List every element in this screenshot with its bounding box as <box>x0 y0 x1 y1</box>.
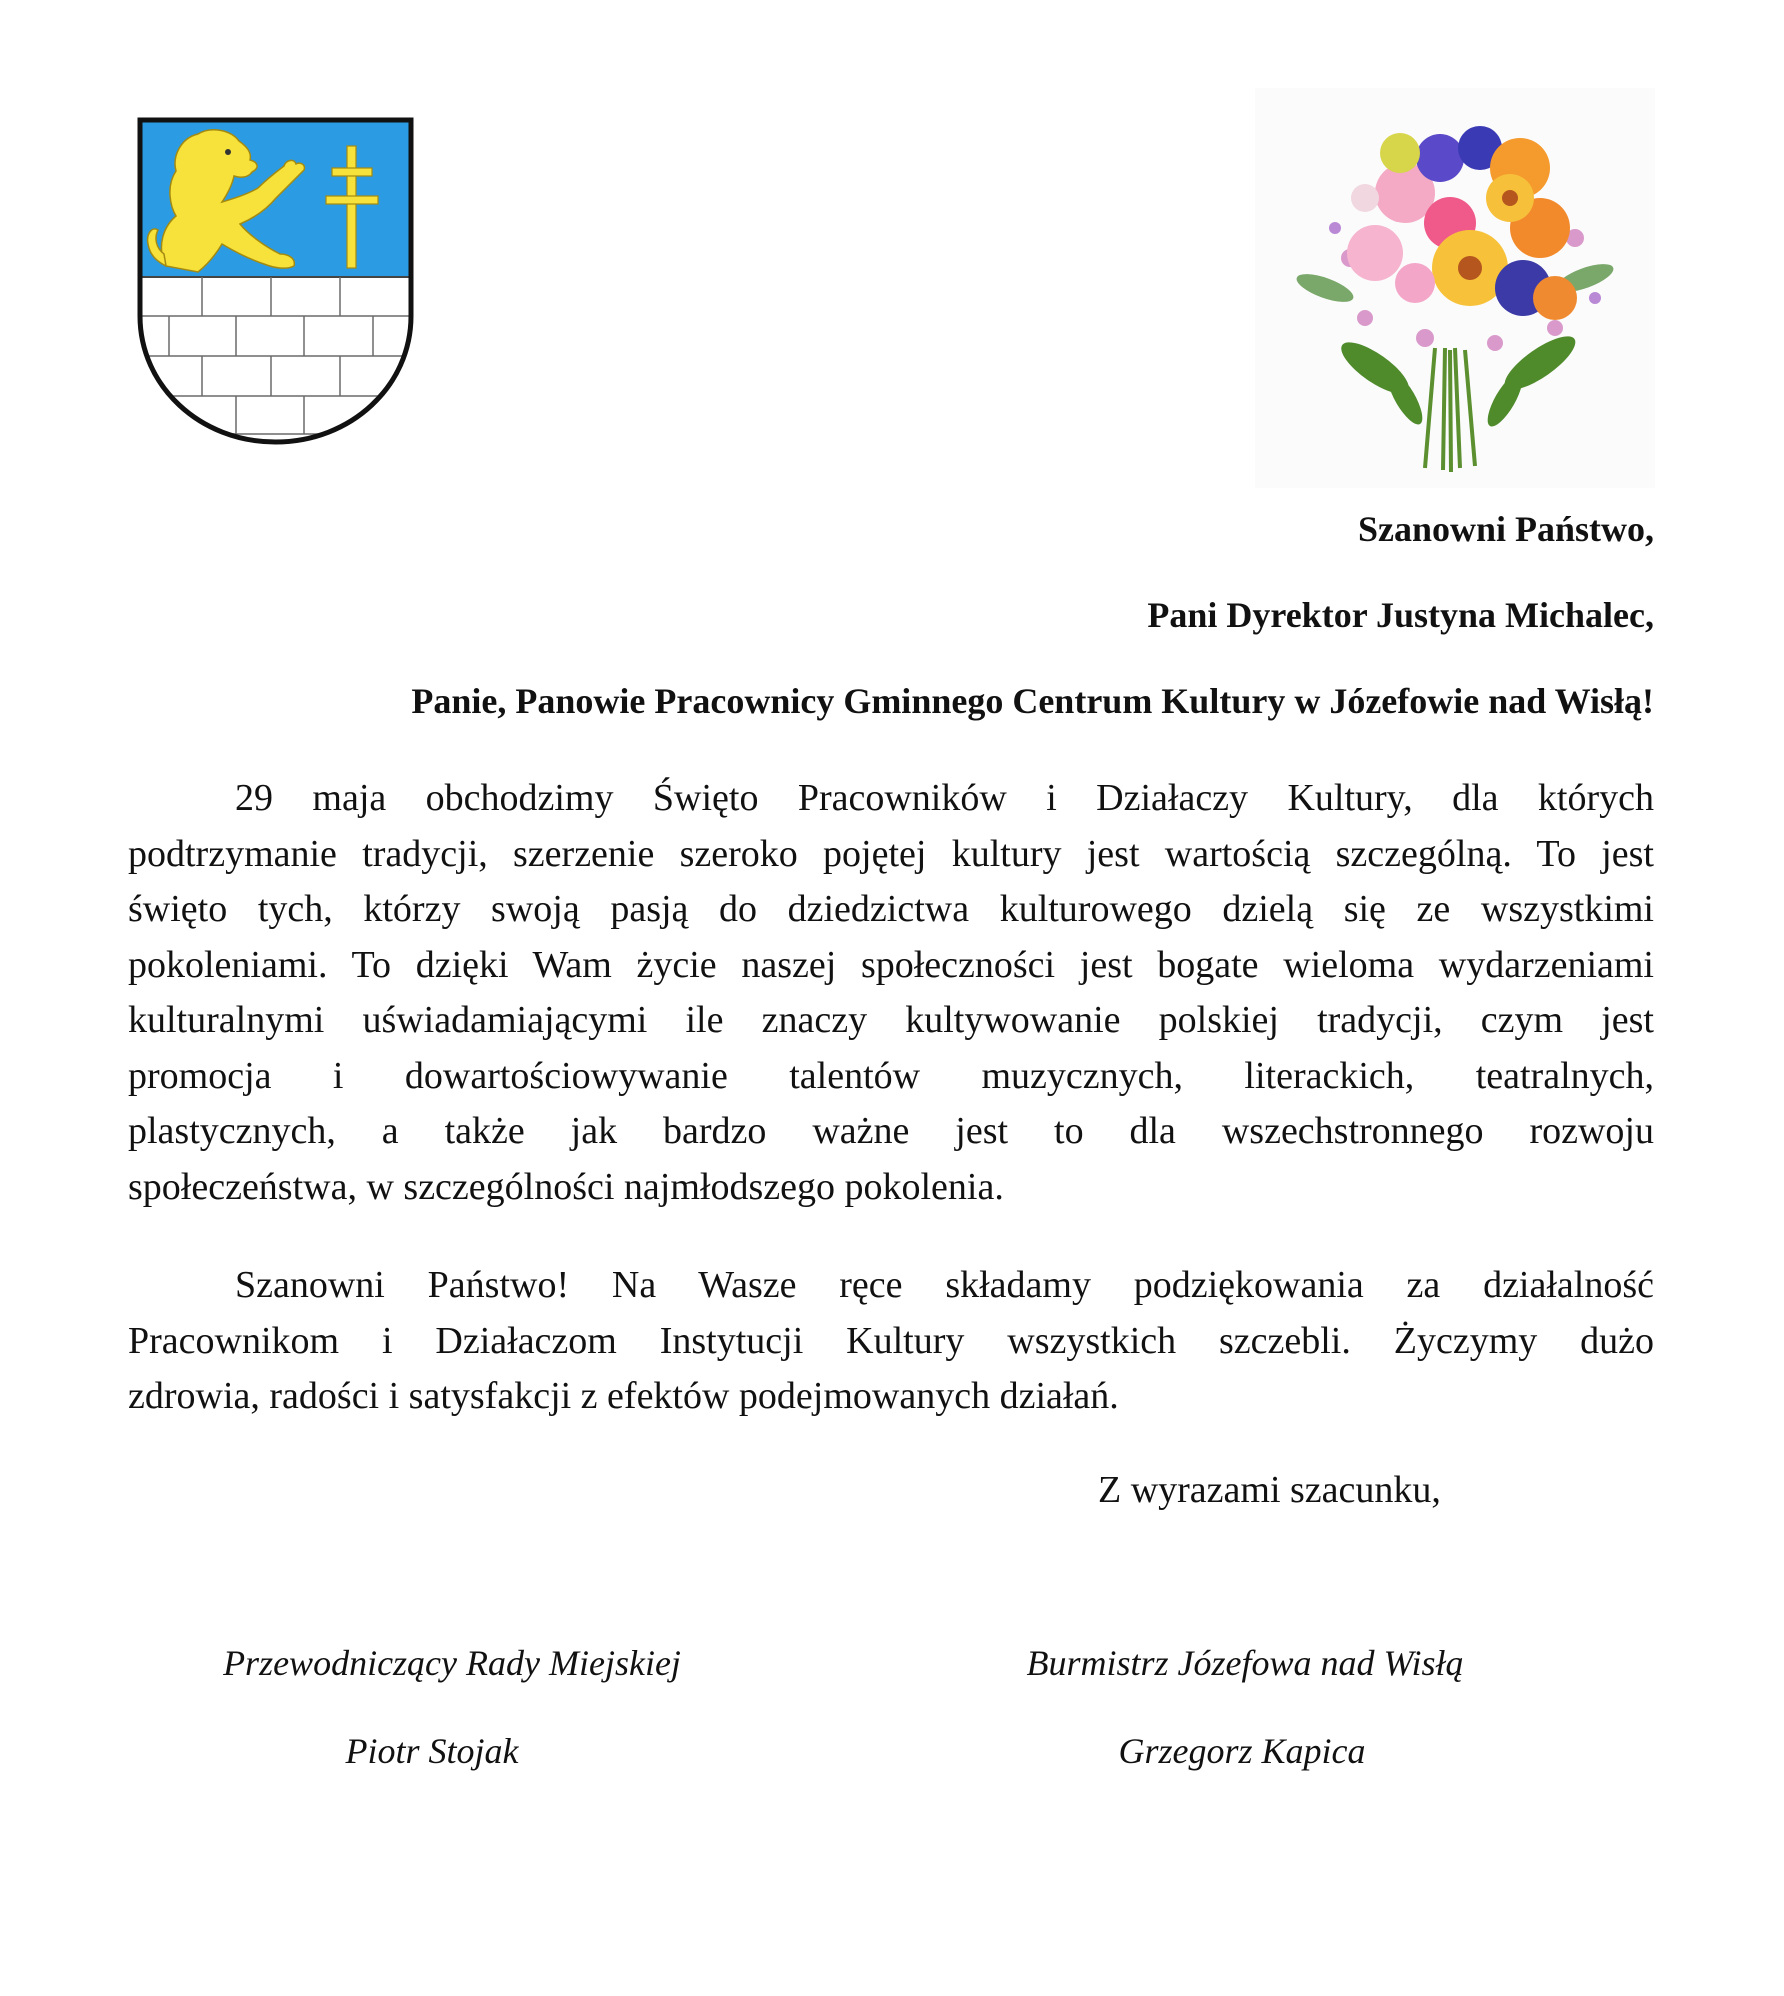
paragraph-line: Pracownikom i Działaczom Instytucji Kultury wszystkich szczebli. Życzymy dużo <box>128 1319 1654 1362</box>
closing-salutation: Z wyrazami szacunku, <box>1098 1469 1441 1511</box>
paragraph-line: promocja i dowartościowywanie talentów muzycznych, literackich, teatralnych, <box>128 1054 1654 1097</box>
paragraph-line: plastycznych, a także jak bardzo ważne jest to dla wszechstronnego rozwoju <box>128 1110 1654 1152</box>
flower-bouquet-icon <box>1255 88 1655 488</box>
body-paragraph-2 <box>128 1258 1654 1425</box>
paragraph-line: święto tych, którzy swoją pasją do dziedzictwa kulturowego dzielą się ze wszystkimi <box>128 888 1654 930</box>
greeting-line-3: Panie, Panowie Pracownicy Gminnego Centrum Kultury w Józefowie nad Wisłą! <box>411 681 1654 721</box>
signature-name-council-chair: Piotr Stojak <box>345 1731 519 1771</box>
signature-role-council-chair: Przewodniczący Rady Miejskiej <box>223 1643 681 1683</box>
shield-wall <box>136 277 415 446</box>
greeting-line-2: Pani Dyrektor Justyna Michalec, <box>1147 595 1654 635</box>
paragraph-line: Szanowni Państwo! Na Wasze ręce składamy podziękowania za działalność <box>235 1264 1654 1306</box>
paragraph-line: podtrzymanie tradycji, szerzenie szeroko pojętej kultury jest wartością szczególną. To jest <box>128 832 1654 875</box>
paragraph-line: zdrowia, radości i satysfakcji z efektów podejmowanych działań. <box>128 1375 1119 1417</box>
greeting-line-1: Szanowni Państwo, <box>1357 509 1654 549</box>
body-paragraph-1 <box>128 771 1654 1215</box>
paragraph-line: społeczeństwa, w szczególności najmłodszego pokolenia. <box>128 1165 1004 1208</box>
paragraph-line: 29 maja obchodzimy Święto Pracowników i Działaczy Kultury, dla których <box>235 777 1654 819</box>
paragraph-line: kulturalnymi uświadamiającymi ile znaczy kultywowanie polskiej tradycji, czym jest <box>128 999 1654 1041</box>
signature-role-mayor: Burmistrz Józefowa nad Wisłą <box>1026 1643 1464 1683</box>
signature-name-mayor: Grzegorz Kapica <box>1118 1731 1366 1771</box>
coat-of-arms-icon <box>136 116 415 446</box>
paragraph-line: pokoleniami. To dzięki Wam życie naszej społeczności jest bogate wieloma wydarzeniami <box>128 943 1654 986</box>
